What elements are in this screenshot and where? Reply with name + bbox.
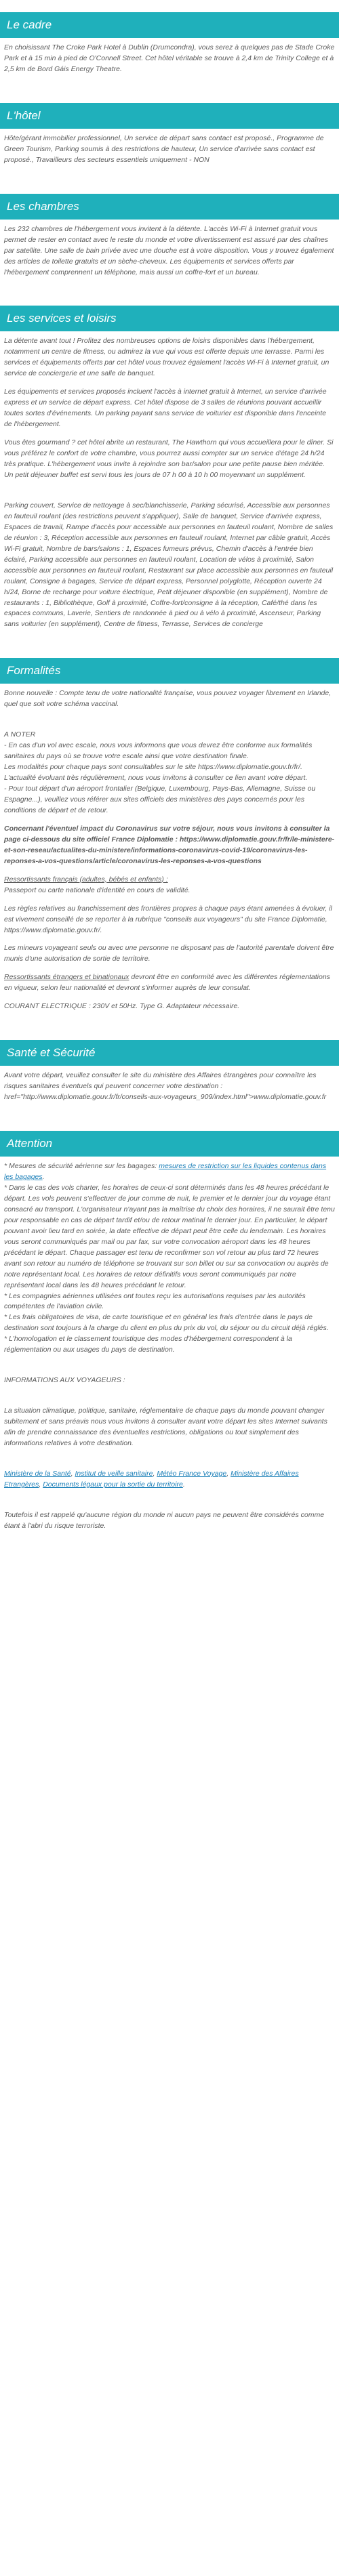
formalites-paragraph-1: Bonne nouvelle : Compte tenu de votre nationalité française, vous pouvez voyager librement en Irlande, quel que soit votre schéma vaccinal.	[4, 689, 332, 709]
link-documents-legaux[interactable]: Documents légaux pour la sortie du territoire	[43, 1480, 183, 1489]
attention-bullet-4: * Les frais obligatoires de visa, de carte touristique et en général les frais d'entrée dans le pays de destination sont toujours à la charge du client en plus du prix du vol, du séjour ou du circuit déjà réglés.	[4, 1313, 329, 1333]
travelers-info-heading: INFORMATIONS AUX VOYAGEURS :	[4, 1376, 125, 1385]
formalites-foreign-nationals	[4, 972, 335, 994]
attention-bullet-5: * L'homologation et le classement touristique des modes d'hébergement correspondent à la réglementation ou aux usages du pays de destination.	[4, 1335, 292, 1354]
section-services	[0, 306, 339, 630]
official-links: Ministère de la Santé, Institut de veille sanitaire, Météo France Voyage, Ministère des Affaires Etrangères, Documents légaux pour la sortie du territoire.	[4, 1470, 299, 1489]
section-attention	[0, 1131, 339, 1532]
section-title-attention: Attention	[0, 1131, 339, 1157]
attention-bullet-2: * Dans le cas des vols charter, les horaires de ceux-ci sont déterminés dans les 48 heures précédant le départ. Les vols peuvent s'effectuer de jour comme de nuit, le premier et le dernier jour du voyage étant consacré au transport. L'organisateur n'ayant pas la maîtrise du choix des horaires, il ne saurait être tenu pour responsable en cas de départ tardif et/ou de retour matinal le dernier jour. En particulier, le départ pouvant avoir lieu tard en soirée, la date effective de départ peut être celle du lendemain. Les horaires vous seront communiqués par mail ou par fax, sur votre convocation aéroport dans les 48 heures précédant le départ. Chaque passager est tenu de reconfirmer son vol retour au plus tard 72 heures avant son retour au numéro de téléphone se trouvant sur son billet ou sur sa convocation ou auprès de notre représentant local. Les horaires de retour définitifs vous seront communiqués par notre représentant local dans les 48 heures précédant le retour.	[4, 1184, 335, 1289]
formalites-french-nationals-text: Passeport ou carte nationale d'identité en cours de validité.	[4, 886, 191, 894]
attention-bullet-1	[4, 1161, 335, 1183]
link-affaires-etrangeres[interactable]: Ministère des Affaires Etrangères	[4, 1470, 299, 1489]
services-amenities-list: Parking couvert, Service de nettoyage à sec/blanchisserie, Parking sécurisé, Accessible aux personnes en fauteuil roulant (des restrictions peuvent s'appliquer), Salle de banquet, Service d'arrivée express, Espaces de travail, Rampe d'accès pour accessible aux personnes en fauteuil roulant, Nombre de salles de réunion : 3, Réception accessible aux personnes en fauteuil roulant, Internet par câble gratuit, Accès Wi-Fi gratuit, Nombre de bars/salons : 1, Espaces fumeurs prévus, Chemin d'accès à l'entrée bien éclairé, Parking accessible aux personnes en fauteuil roulant, Location de vélos à proximité, Salon accessible aux personnes en fauteuil roulant, Restaurant sur place accessible aux personnes en fauteuil roulant, Consigne à bagages, Service de départ express, Personnel polyglotte, Réception ouverte 24 h/24, Borne de recharge pour voiture électrique, Petit déjeuner disponible (en supplément), Nombre de restaurants : 1, Bibliothèque, Golf à proximité, Coffre-fort/consigne à la réception, Café/thé dans les espaces communs, Laverie, Sentiers de randonnée à pied ou à vélo à proximité, Ascenseur, Parking sans voiturier (en supplément), Centre de fitness, Terrasse, Services de concierge	[4, 501, 334, 629]
section-formalites	[0, 658, 339, 1012]
terrorism-notice: Toutefois il est rappelé qu'aucune région du monde ni aucun pays ne peuvent être considérés comme étant à l'abri du risque terroriste.	[4, 1510, 325, 1530]
sante-text: Avant votre départ, veuillez consulter le site du ministère des Affaires étrangères pour connaître les risques sanitaires éventuels qui peuvent concerner votre destination : href="http://www.diplomatie.gouv.fr/fr/conseils-aux-voyageurs_909/index.html">www.diplomatie.gouv.fr	[4, 1071, 327, 1102]
section-hotel	[0, 103, 339, 166]
section-sante	[0, 1040, 339, 1103]
link-meteo-france[interactable]: Météo France Voyage	[157, 1470, 227, 1478]
section-title-sante: Santé et Sécurité	[0, 1040, 339, 1066]
section-title-chambres: Les chambres	[0, 194, 339, 220]
section-chambres	[0, 194, 339, 278]
services-paragraph-3: Vous êtes gourmand ? cet hôtel abrite un restaurant, The Hawthorn qui vous accueillera pour le dîner. Si vous préférez le confort de votre chambre, vous pourrez aussi compter sur un service d'étage 24 h/24 très pratique. L'hébergement vous invite à rejoindre son bar/salon pour une petite pause bien méritée. Un petit déjeuner buffet est servi tous les jours de 07 h 00 à 10 h 00 moyennant un supplément.	[4, 438, 334, 479]
formalites-foreign-heading: Ressortissants étrangers et binationaux	[4, 973, 129, 982]
chambres-text: Les 232 chambres de l'hébergement vous invitent à la détente. L'accès Wi-Fi à Internet gratuit vous permet de rester en contact avec le reste du monde et votre divertissement est assuré par des chaînes par satellite. Une salle de bain privée avec une douche est à votre disposition. Vous y trouvez également des articles de toilette gratuits et un sèche-cheveux. Les équipements et services offerts par l'hébergement comprennent un téléphone, mais aussi un coffre-fort et un bureau.	[4, 224, 334, 276]
section-cadre	[0, 12, 339, 75]
formalites-note-text: - En cas d'un vol avec escale, nous vous informons que vous devrez être conforme aux formalités sanitaires du pays où se trouve votre escale ainsi que votre destination finale. Les modalités pour chaque pays sont consultables sur le site https://www.diplomatie.gouv.fr/fr/. L'actualité évoluant très régulièrement, nous vous invitons à consulter ce lien avant votre départ. - Pour tout départ d'un aéroport frontalier (Belgique, Luxembourg, Pays-Bas, Allemagne, Suisse ou Espagne...), veuillez vous référer aux sites officiels des ministères des pays concernés pour les conditions de départ et de retour.	[4, 741, 316, 814]
section-title-hotel: L'hôtel	[0, 103, 339, 129]
attention-bullet-3: * Les compagnies aériennes utilisées ont toutes reçu les autorisations requises par les autorités compétentes de l'aviation civile.	[4, 1291, 306, 1311]
attention-bullet-1-text: * Mesures de sécurité aérienne sur les bagages:	[4, 1162, 159, 1171]
formalites-electric-text: COURANT ELECTRIQUE : 230V et 50Hz. Type G. Adaptateur nécessaire.	[4, 1002, 240, 1011]
cadre-text: En choisissant The Croke Park Hotel à Dublin (Drumcondra), vous serez à quelques pas de Stade Croke Park et à 15 min à pied de O'Connell Street. Cet hôtel véritable se trouve à 2,4 km de Trinity College et à 2,5 km de Bord Gáis Energy Theatre.	[4, 43, 335, 73]
attention-bullet-1-end: .	[42, 1173, 45, 1182]
formalites-coronavirus-text: Concernant l'éventuel impact du Coronavirus sur votre séjour, nous vous invitons à consulter la page ci-dessous du site officiel France Diplomatie : https://www.diplomatie.gouv.fr/fr/le-ministere-et-son-reseau/actualites-du-ministere/informations-coronavirus-covid-19/coronavirus-les-reponses-a-vos-questions/article/coronavirus-les-reponses-a-vos-questions	[4, 824, 335, 865]
formalites-note-heading: A NOTER	[4, 730, 36, 739]
formalites-foreign-text: devront être en conformité avec les différentes réglementations en vigueur, selon leur nationalité et devront s'informer auprès de leur consulat.	[4, 973, 330, 993]
formalites-french-nationals-heading: Ressortissants français (adultes, bébés et enfants) :	[4, 875, 168, 884]
hotel-text: Hôte/gérant immobilier professionnel, Un service de départ sans contact est proposé., Programme de Green Tourism, Parking soumis à des restrictions de hauteur, Un service d'arrivée sans contact est proposé., Travailleurs des secteurs essentiels uniquement - NON	[4, 133, 324, 164]
formalites-borders-text: Les règles relatives au franchissement des frontières propres à chaque pays étant amenées à évoluer, il est vivement conseillé de se reporter à la rubrique "conseils aux voyageurs" du site France Diplomatie, https://www.diplomatie.gouv.fr/.	[4, 904, 332, 934]
services-paragraph-1: La détente avant tout ! Profitez des nombreuses options de loisirs disponibles dans l'hébergement, notamment un centre de fitness, ou admirez la vue qui vous est offerte depuis une terrasse. Parmi les services et équipements offerts par cet hôtel vous trouvez également l'accès Wi-Fi à Internet gratuit, un service de conciergerie et une salle de banquet.	[4, 337, 330, 378]
liquids-restriction-link[interactable]: mesures de restriction sur les liquides contenus dans les bagages	[4, 1162, 327, 1182]
formalites-minors-text: Les mineurs voyageant seuls ou avec une personne ne disposant pas de l'autorité parentale doivent être munis d'une autorisation de sortie de territoire.	[4, 944, 334, 963]
section-title-cadre: Le cadre	[0, 12, 339, 38]
link-veille-sanitaire[interactable]: Institut de veille sanitaire	[75, 1470, 153, 1478]
link-ministere-sante[interactable]: Ministère de la Santé	[4, 1470, 71, 1478]
section-title-services: Les services et loisirs	[0, 306, 339, 331]
services-paragraph-2: Les équipements et services proposés incluent l'accès à internet gratuit à Internet, un service d'arrivée express et un service de départ express. Cet hôtel dispose de 3 salles de réunions pouvant accueillir toutes sortes d'événements. Un parking payant sans service de voiturier est disponible dans l'enceinte de l'hébergement.	[4, 388, 327, 429]
travelers-info-text: La situation climatique, politique, sanitaire, réglementaire de chaque pays du monde pouvant changer subitement et sans préavis nous vous invitons à consulter avant votre départ les sites Internet suivants afin de prendre connaissance des éventuelles restrictions, obligations ou tout simplement des informations relatives à votre destination.	[4, 1407, 327, 1448]
section-title-formalites: Formalités	[0, 658, 339, 684]
